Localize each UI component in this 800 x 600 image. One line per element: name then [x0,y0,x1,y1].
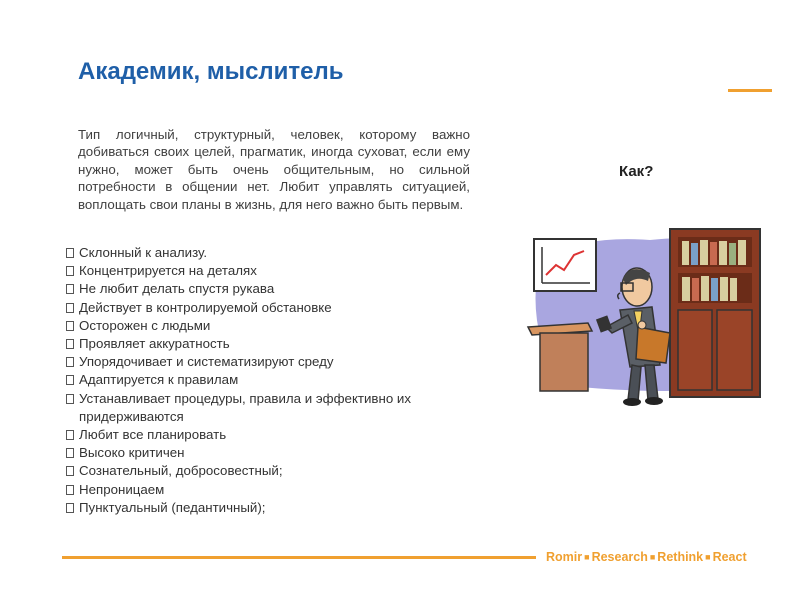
list-item [66,280,486,298]
trait-text: Пунктуальный (педантичный); [79,499,266,515]
bullet-box-icon [66,284,74,294]
brand-separator: ■ [584,552,590,562]
trait-text: Действует в контролируемой обстановке [79,299,332,315]
brand-word: React [712,550,747,564]
trait-text: Не любит делать спустя рукава [79,281,275,297]
list-item [66,426,486,444]
bullet-box-icon [66,375,74,385]
bullet-box-icon [66,303,74,313]
list-item [66,481,486,499]
trait-text: Устанавливает процедуры, правила и эффективно их придерживаются [79,390,411,424]
trait-text: Концентрируется на деталях [79,263,257,279]
desk-icon [528,323,592,391]
brand-separator: ■ [649,552,656,562]
list-item [66,499,486,517]
chart-board-icon [534,239,596,291]
list-item [66,299,486,317]
bullet-box-icon [66,339,74,349]
academic-illustration [520,215,780,410]
brand-tagline [546,550,747,564]
trait-text: Адаптируется к правилам [79,372,239,388]
trait-text: Непроницаем [79,481,165,497]
brand-word: Rethink [657,550,704,564]
question-label: Как? [619,163,654,180]
bullet-box-icon [66,466,74,476]
brand-word: Research [591,550,648,564]
bullet-box-icon [66,448,74,458]
trait-text: Упорядочивает и систематизируют среду [79,354,334,370]
list-item [66,444,486,462]
list-item [66,353,486,371]
trait-text: Высоко критичен [79,445,185,461]
bullet-box-icon [66,430,74,440]
trait-text: Сознательный, добросовестный; [79,463,283,479]
trait-text: Склонный к анализу. [79,245,208,260]
list-item [66,462,486,480]
bullet-box-icon [66,503,74,513]
bullet-box-icon [66,266,74,276]
bullet-box-icon [66,248,74,258]
list-item [66,371,486,389]
footer-line [62,556,536,559]
brand-word: Romir [546,550,583,564]
list-item [66,335,486,353]
trait-text: Любит все планировать [79,427,227,443]
bullet-box-icon [66,394,74,404]
trait-text: Проявляет аккуратность [79,336,230,352]
list-item [66,244,486,262]
slide-title: Академик, мыслитель [78,58,344,85]
bullet-box-icon [66,357,74,367]
list-item [66,262,486,280]
bullet-box-icon [66,485,74,495]
list-item [66,390,486,426]
brand-separator: ■ [705,552,711,562]
trait-text: Осторожен с людьми [79,317,211,333]
bookcase-icon [670,229,760,397]
list-item [66,317,486,335]
traits-list [66,244,486,517]
title-accent-line [728,89,772,92]
bullet-box-icon [66,321,74,331]
intro-paragraph: Тип логичный, структурный, человек, которому важно добиваться своих целей, прагматик, иногда суховат, если ему нужно, может быть очень общительным, но сильной потребности в общении нет. Любит управлять ситуацией, воплощать свои планы в жизнь, для него важно быть первым. [78,127,470,212]
